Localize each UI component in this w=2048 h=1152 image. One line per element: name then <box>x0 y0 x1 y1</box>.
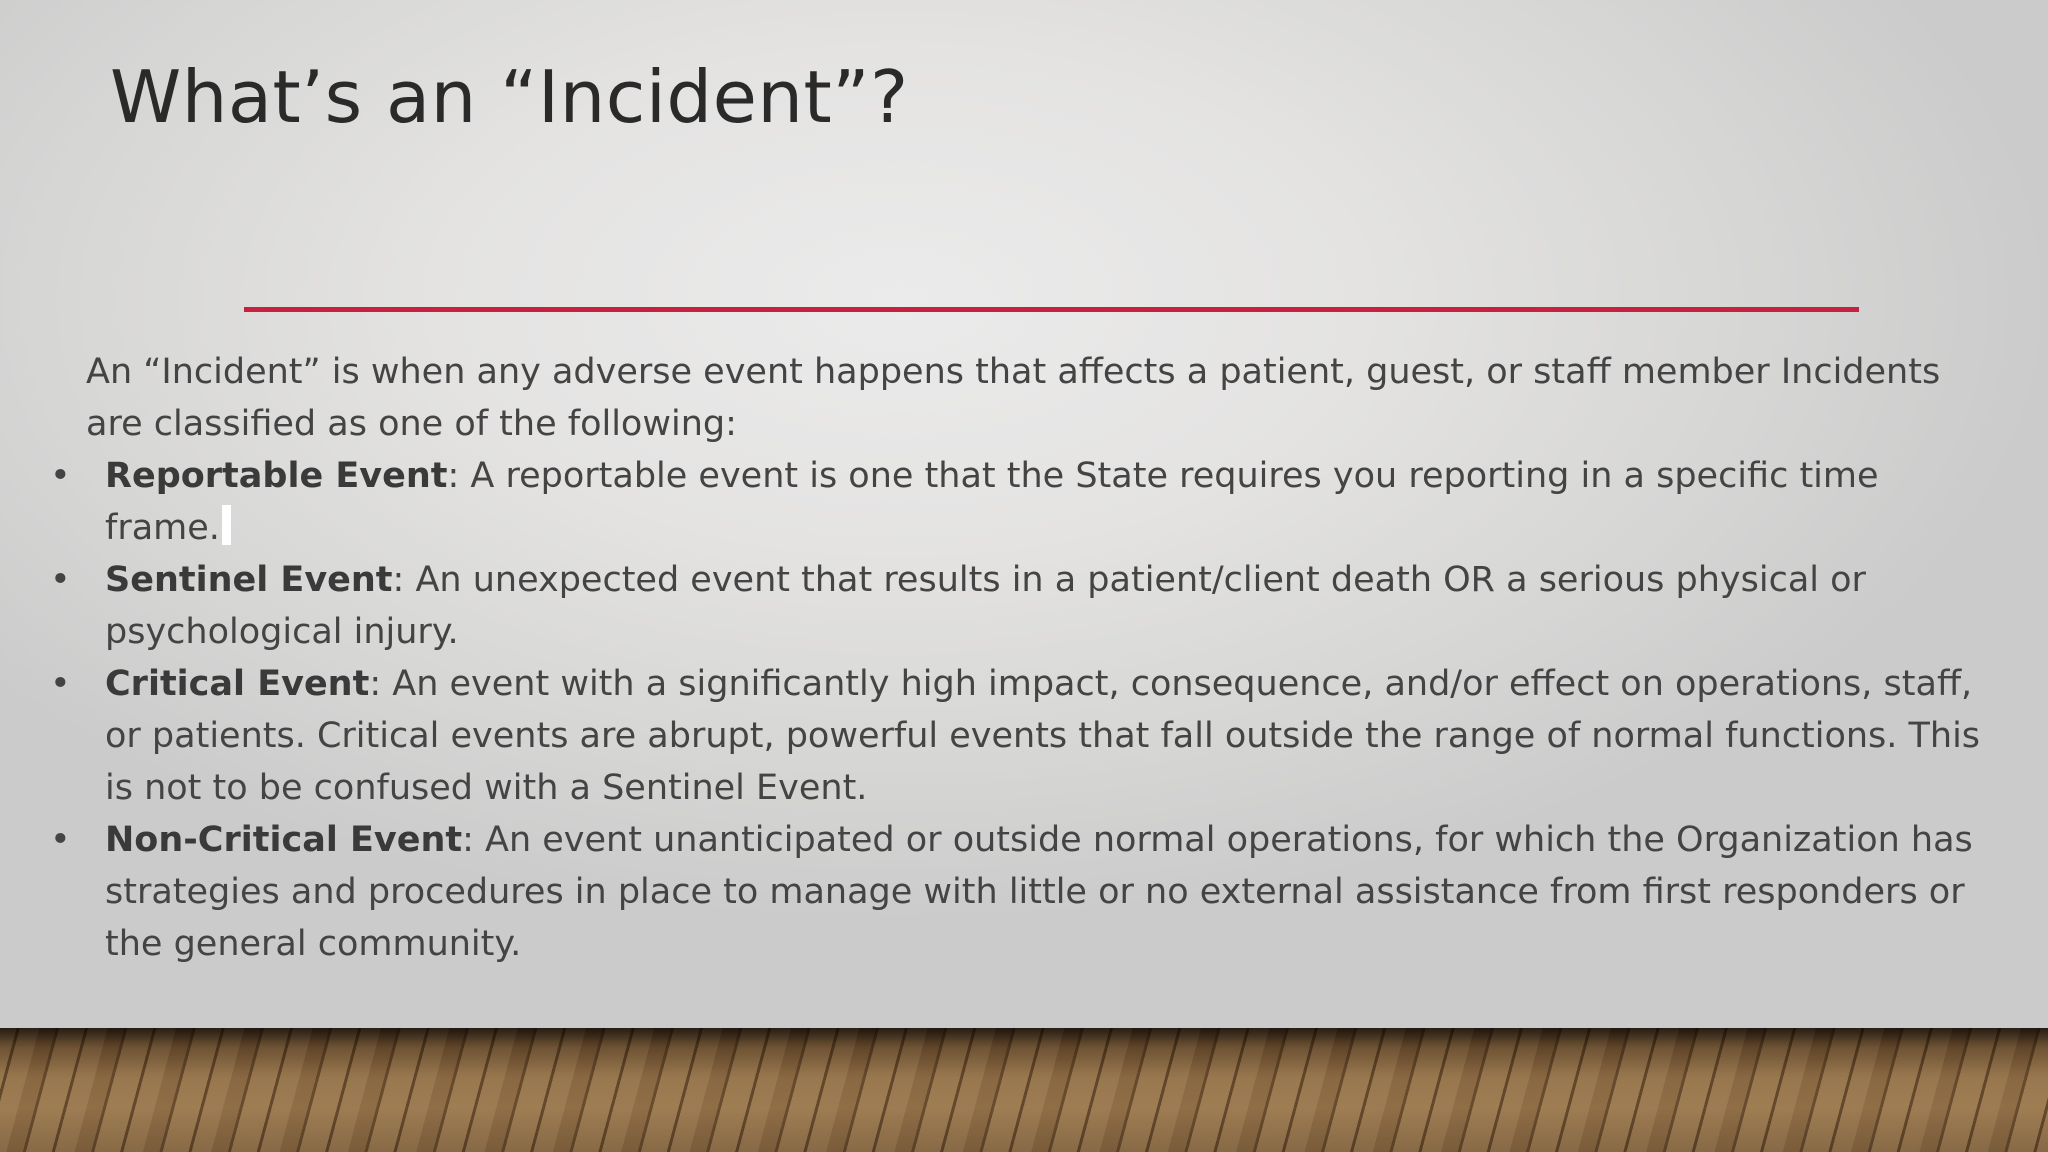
term-label: Critical Event <box>105 664 370 704</box>
term-label: Non-Critical Event <box>105 820 463 860</box>
term-definition: : A reportable event is one that the State requires you reporting in a specific time frame. <box>105 456 1879 548</box>
accent-divider <box>244 307 1859 312</box>
bullet-icon: • <box>50 664 71 704</box>
bullet-icon: • <box>50 560 71 600</box>
slide-title: What’s an “Incident”? <box>110 55 909 139</box>
slide-body <box>50 346 2000 970</box>
term-definition: : An event with a significantly high impact, consequence, and/or effect on operations, staff, or patients. Critical events are abrupt, powerful events that fall outside the range of normal functions. This is not to be confused with a Sentinel Event. <box>105 664 1981 808</box>
list-item-sentinel-event <box>50 554 2000 658</box>
intro-paragraph: An “Incident” is when any adverse event happens that affects a patient, guest, or staff member Incidents are classified as one of the following: <box>86 352 1941 444</box>
list-item-reportable-event <box>50 450 2000 554</box>
bullet-icon: • <box>50 820 71 860</box>
text-cursor <box>222 505 231 545</box>
term-definition: : An event unanticipated or outside normal operations, for which the Organization has strategies and procedures in place to manage with little or no external assistance from first responders or the general community. <box>105 820 1973 964</box>
term-label: Reportable Event <box>105 456 448 496</box>
term-definition: : An unexpected event that results in a patient/client death OR a serious physical or psychological injury. <box>105 560 1866 652</box>
bullet-icon: • <box>50 456 71 496</box>
wood-floor-decoration <box>0 1028 2048 1152</box>
term-label: Sentinel Event <box>105 560 393 600</box>
list-item-critical-event <box>50 658 2000 814</box>
definition-list <box>50 450 2000 970</box>
floor-shadow <box>0 1028 2048 1152</box>
list-item-non-critical-event <box>50 814 2000 970</box>
